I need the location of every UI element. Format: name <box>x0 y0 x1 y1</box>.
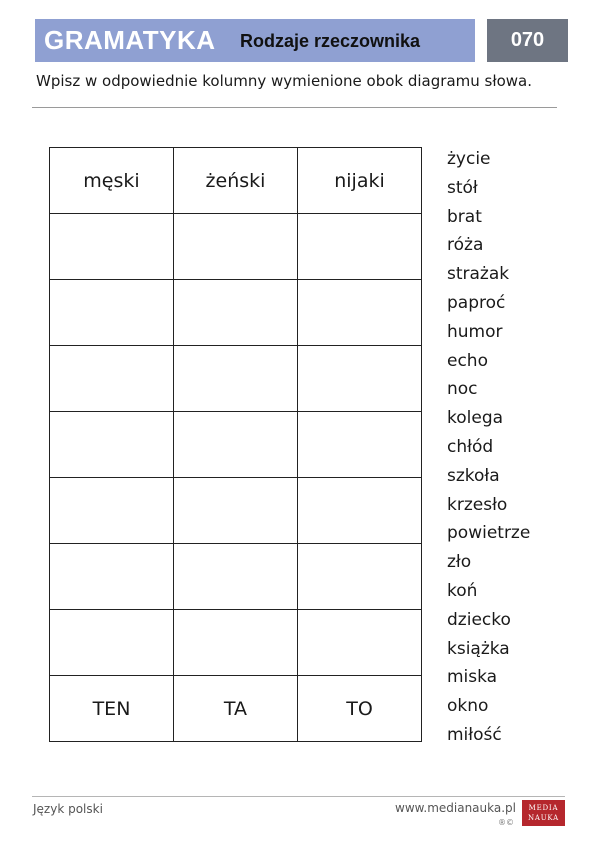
answer-cell[interactable] <box>298 544 422 610</box>
list-item: życie <box>447 149 491 169</box>
answer-cell[interactable] <box>50 214 174 280</box>
answer-cell[interactable] <box>174 412 298 478</box>
table-row <box>50 346 422 412</box>
list-item: chłód <box>447 436 494 457</box>
list-item: koń <box>447 580 478 601</box>
list-item: krzesło <box>447 494 508 515</box>
topic-title: Rodzaje rzeczownika <box>240 31 421 51</box>
answer-cell[interactable] <box>50 280 174 346</box>
table-row <box>50 412 422 478</box>
list-item: miska <box>447 667 498 688</box>
media-nauka-logo <box>522 800 565 826</box>
list-item: humor <box>447 321 503 342</box>
answer-cell[interactable] <box>50 412 174 478</box>
list-item: stół <box>447 177 478 198</box>
subject-title: GRAMATYKA <box>44 25 216 55</box>
list-item: okno <box>447 696 489 717</box>
answer-cell[interactable] <box>50 478 174 544</box>
table-row <box>50 610 422 676</box>
list-item: strażak <box>447 264 510 285</box>
answer-cell[interactable] <box>174 478 298 544</box>
answer-cell[interactable] <box>50 610 174 676</box>
footer-marks: ®© <box>498 818 514 827</box>
word-list <box>447 145 530 750</box>
footer-website-link[interactable]: www.medianauka.pl <box>395 801 516 815</box>
answer-cell[interactable] <box>298 346 422 412</box>
header-cell-neuter: nijaki <box>298 148 422 214</box>
instruction-text: Wpisz w odpowiednie kolumny wymienione obok diagramu słowa. <box>36 72 533 90</box>
answer-cell[interactable] <box>50 346 174 412</box>
header-divider <box>32 107 557 108</box>
list-item: zło <box>447 552 472 573</box>
answer-cell[interactable] <box>50 544 174 610</box>
list-item: szkoła <box>447 465 500 486</box>
table-row <box>50 214 422 280</box>
list-item: dziecko <box>447 609 511 630</box>
list-item: książka <box>447 638 510 659</box>
header-cell-masculine: męski <box>50 148 174 214</box>
logo-line-2: NAUKA <box>527 814 560 822</box>
worksheet-number: 070 <box>487 19 568 62</box>
answer-cell[interactable] <box>298 214 422 280</box>
list-item: kolega <box>447 408 504 429</box>
header-cell-feminine: żeński <box>174 148 298 214</box>
list-item: brat <box>447 206 482 227</box>
list-item: powietrze <box>447 523 531 544</box>
logo-line-1: MEDIA <box>528 804 559 812</box>
list-item: miłość <box>447 724 502 745</box>
answer-cell[interactable] <box>174 280 298 346</box>
table-row <box>50 544 422 610</box>
answer-cell[interactable] <box>174 610 298 676</box>
answer-cell[interactable] <box>298 412 422 478</box>
pronoun-cell-to: TO <box>298 676 422 742</box>
answer-cell[interactable] <box>298 610 422 676</box>
header-row <box>50 148 422 214</box>
answer-cell[interactable] <box>174 214 298 280</box>
answer-cell[interactable] <box>174 346 298 412</box>
list-item: noc <box>447 379 478 400</box>
answer-cell[interactable] <box>298 478 422 544</box>
table-row <box>50 280 422 346</box>
answer-cell[interactable] <box>298 280 422 346</box>
answer-cell[interactable] <box>174 544 298 610</box>
noun-gender-table <box>49 147 422 742</box>
pronoun-row <box>50 676 422 742</box>
pronoun-cell-ta: TA <box>174 676 298 742</box>
footer-divider <box>32 796 565 797</box>
pronoun-cell-ten: TEN <box>50 676 174 742</box>
list-item: róża <box>447 235 484 256</box>
list-item: paproć <box>447 292 506 313</box>
list-item: echo <box>447 350 488 371</box>
table-row <box>50 478 422 544</box>
footer-subject: Język polski <box>33 802 103 816</box>
